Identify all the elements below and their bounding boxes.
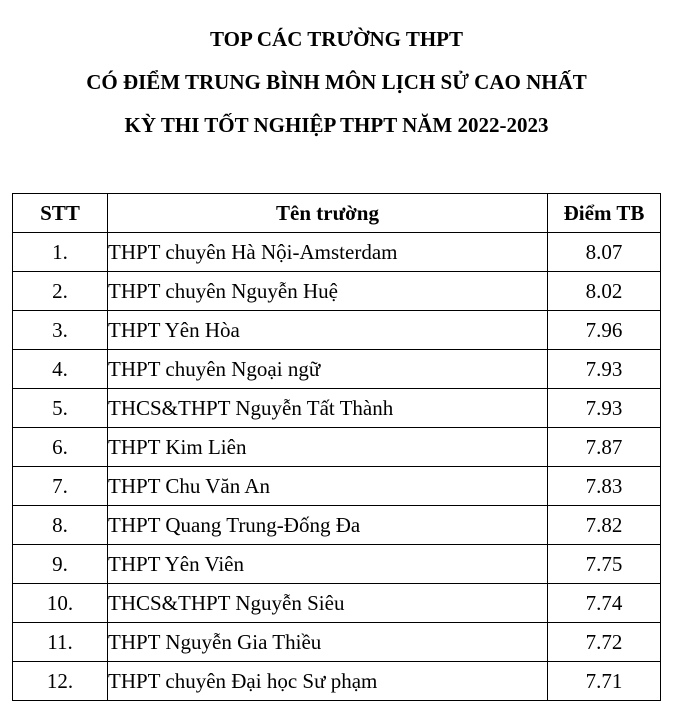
row-average-score: 8.07: [548, 233, 661, 272]
row-stt: 11.: [13, 623, 108, 662]
table-row: [13, 428, 661, 467]
row-school-name: THPT Yên Viên: [108, 545, 548, 584]
table-row: [13, 662, 661, 701]
row-average-score: 7.87: [548, 428, 661, 467]
table-row: [13, 467, 661, 506]
row-school-name: THPT chuyên Hà Nội-Amsterdam: [108, 233, 548, 272]
row-stt: 6.: [13, 428, 108, 467]
title-line-3: KỲ THI TỐT NGHIỆP THPT NĂM 2022-2023: [124, 113, 549, 137]
table-row: [13, 389, 661, 428]
table-row: [13, 584, 661, 623]
row-average-score: 7.93: [548, 350, 661, 389]
table-row: [13, 233, 661, 272]
table-row: [13, 350, 661, 389]
header-school-name: Tên trường: [108, 194, 548, 233]
title-line-2: CÓ ĐIỂM TRUNG BÌNH MÔN LỊCH SỬ CAO NHẤT: [86, 70, 587, 94]
ranking-table: [12, 193, 661, 701]
table-body: [13, 233, 661, 701]
row-average-score: 7.82: [548, 506, 661, 545]
row-average-score: 7.96: [548, 311, 661, 350]
title-line-1: TOP CÁC TRƯỜNG THPT: [209, 27, 463, 51]
table-row: [13, 311, 661, 350]
row-average-score: 8.02: [548, 272, 661, 311]
table-header-row: [13, 194, 661, 233]
row-stt: 12.: [13, 662, 108, 701]
row-stt: 9.: [13, 545, 108, 584]
table-row: [13, 272, 661, 311]
row-school-name: THPT Chu Văn An: [108, 467, 548, 506]
header-stt: STT: [13, 194, 108, 233]
row-average-score: 7.93: [548, 389, 661, 428]
row-average-score: 7.75: [548, 545, 661, 584]
row-school-name: THPT chuyên Đại học Sư phạm: [108, 662, 548, 701]
table-row: [13, 623, 661, 662]
table-row: [13, 506, 661, 545]
row-stt: 2.: [13, 272, 108, 311]
document-title: [0, 18, 673, 147]
row-stt: 8.: [13, 506, 108, 545]
row-stt: 1.: [13, 233, 108, 272]
row-stt: 4.: [13, 350, 108, 389]
table-row: [13, 545, 661, 584]
row-average-score: 7.74: [548, 584, 661, 623]
row-stt: 7.: [13, 467, 108, 506]
row-school-name: THCS&THPT Nguyễn Tất Thành: [108, 389, 548, 428]
row-stt: 5.: [13, 389, 108, 428]
row-school-name: THPT Quang Trung-Đống Đa: [108, 506, 548, 545]
row-stt: 3.: [13, 311, 108, 350]
row-average-score: 7.71: [548, 662, 661, 701]
row-school-name: THPT chuyên Nguyễn Huệ: [108, 272, 548, 311]
row-school-name: THPT Kim Liên: [108, 428, 548, 467]
row-stt: 10.: [13, 584, 108, 623]
row-average-score: 7.72: [548, 623, 661, 662]
header-average-score: Điểm TB: [548, 194, 661, 233]
row-average-score: 7.83: [548, 467, 661, 506]
row-school-name: THCS&THPT Nguyễn Siêu: [108, 584, 548, 623]
row-school-name: THPT Yên Hòa: [108, 311, 548, 350]
row-school-name: THPT chuyên Ngoại ngữ: [108, 350, 548, 389]
row-school-name: THPT Nguyễn Gia Thiều: [108, 623, 548, 662]
